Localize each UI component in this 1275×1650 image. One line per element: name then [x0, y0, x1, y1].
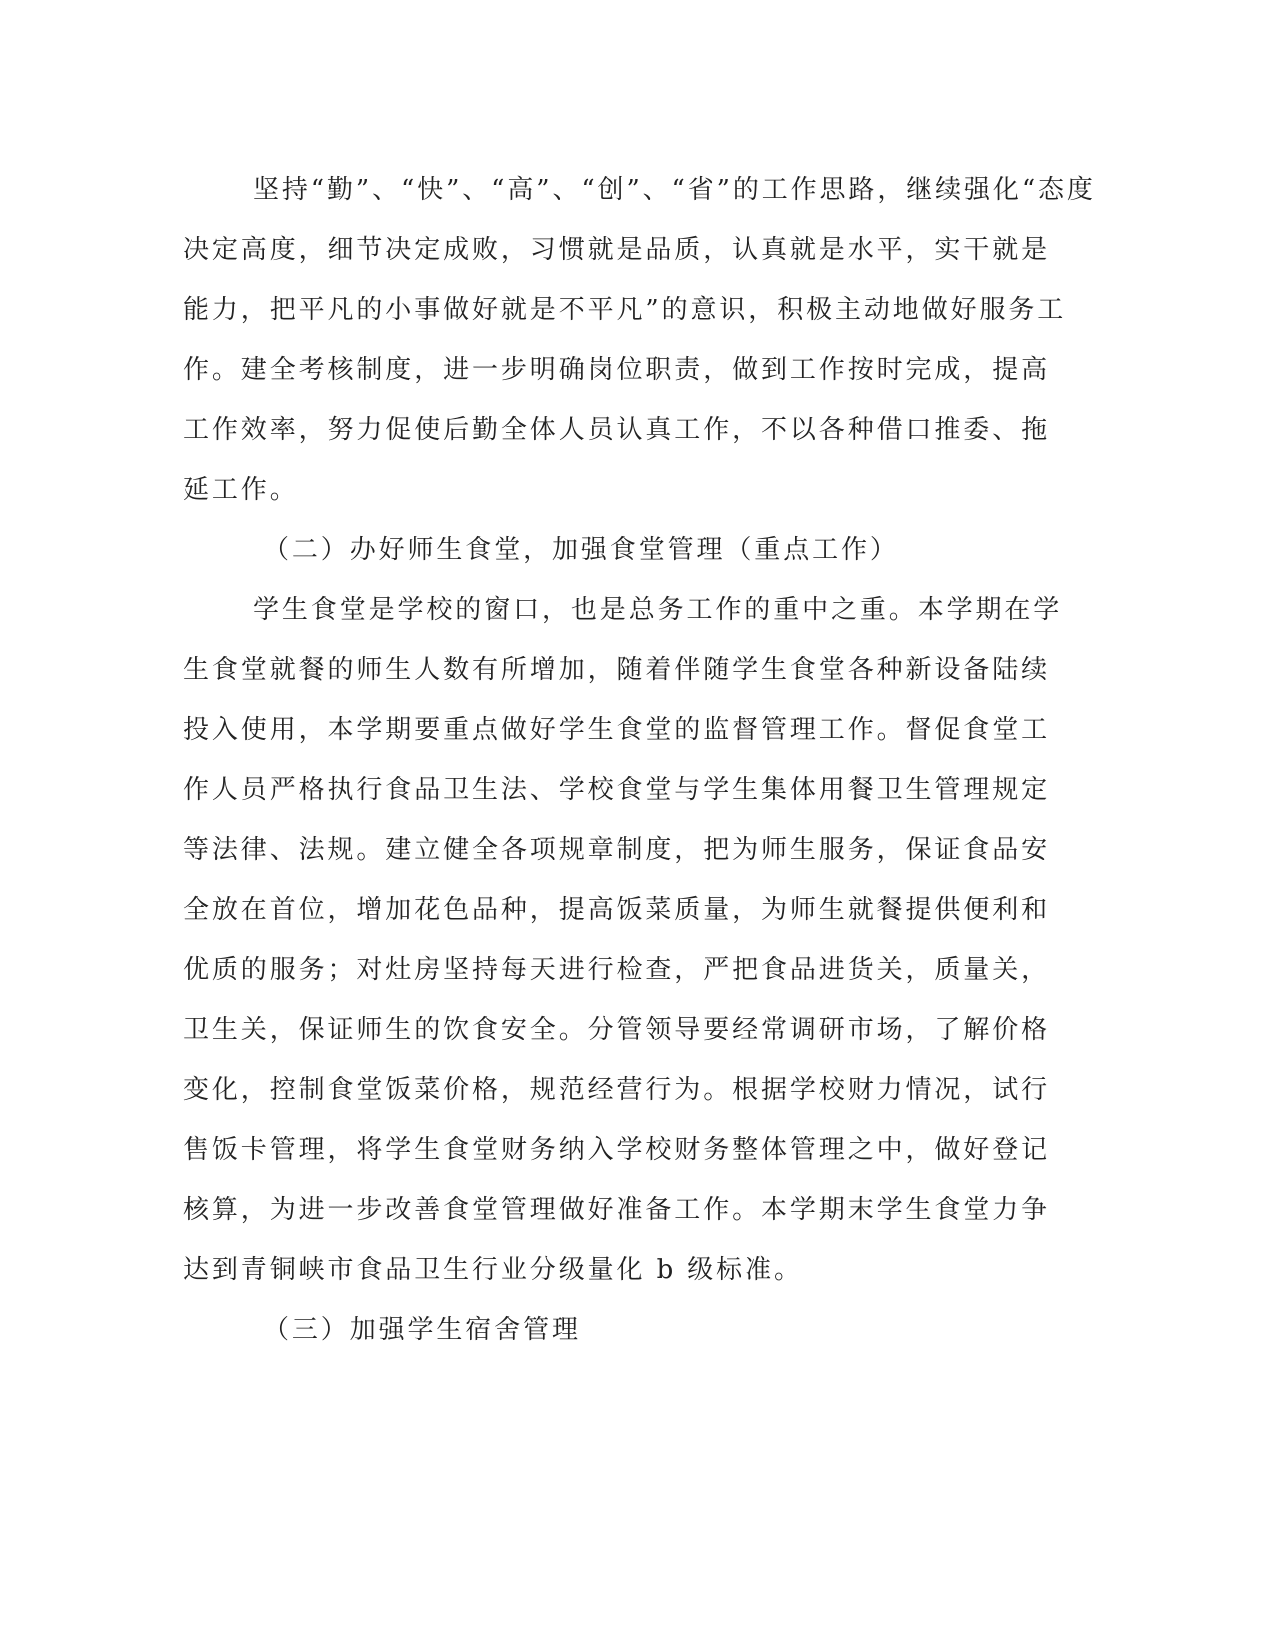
section-heading: （三）加强学生宿舍管理	[263, 1315, 581, 1345]
text-line: 核算，为进一步改善食堂管理做好准备工作。本学期末学生食堂力争	[183, 1195, 1051, 1225]
text-line: 决定高度，细节决定成败，习惯就是品质，认真就是水平，实干就是	[183, 235, 1051, 265]
section-heading: （二）办好师生食堂，加强食堂管理（重点工作）	[263, 535, 899, 565]
text-line: 坚持“勤”、“快”、“高”、“创”、“省”的工作思路，继续强化“态度	[253, 175, 1096, 205]
text-line: 投入使用，本学期要重点做好学生食堂的监督管理工作。督促食堂工	[183, 715, 1051, 745]
text-line: 学生食堂是学校的窗口，也是总务工作的重中之重。本学期在学	[253, 595, 1063, 625]
text-line: 工作效率，努力促使后勤全体人员认真工作，不以各种借口推委、拖	[183, 415, 1051, 445]
text-line: 全放在首位，增加花色品种，提高饭菜质量，为师生就餐提供便利和	[183, 895, 1051, 925]
text-line: 变化，控制食堂饭菜价格，规范经营行为。根据学校财力情况，试行	[183, 1075, 1051, 1105]
text-line: 延工作。	[183, 475, 299, 505]
text-line: 等法律、法规。建立健全各项规章制度，把为师生服务，保证食品安	[183, 835, 1051, 865]
text-line: 生食堂就餐的师生人数有所增加，随着伴随学生食堂各种新设备陆续	[183, 655, 1051, 685]
document-body	[183, 160, 1096, 1360]
text-line: 卫生关，保证师生的饮食安全。分管领导要经常调研市场，了解价格	[183, 1015, 1051, 1045]
text-line: 作。建全考核制度，进一步明确岗位职责，做到工作按时完成，提高	[183, 355, 1051, 385]
text-line: 优质的服务；对灶房坚持每天进行检查，严把食品进货关，质量关，	[183, 955, 1051, 985]
text-line: 作人员严格执行食品卫生法、学校食堂与学生集体用餐卫生管理规定	[183, 775, 1051, 805]
text-line: 售饭卡管理，将学生食堂财务纳入学校财务整体管理之中，做好登记	[183, 1135, 1051, 1165]
text-line: 能力，把平凡的小事做好就是不平凡”的意识，积极主动地做好服务工	[183, 295, 1067, 325]
text-line: 达到青铜峡市食品卫生行业分级量化 b 级标准。	[183, 1255, 803, 1285]
